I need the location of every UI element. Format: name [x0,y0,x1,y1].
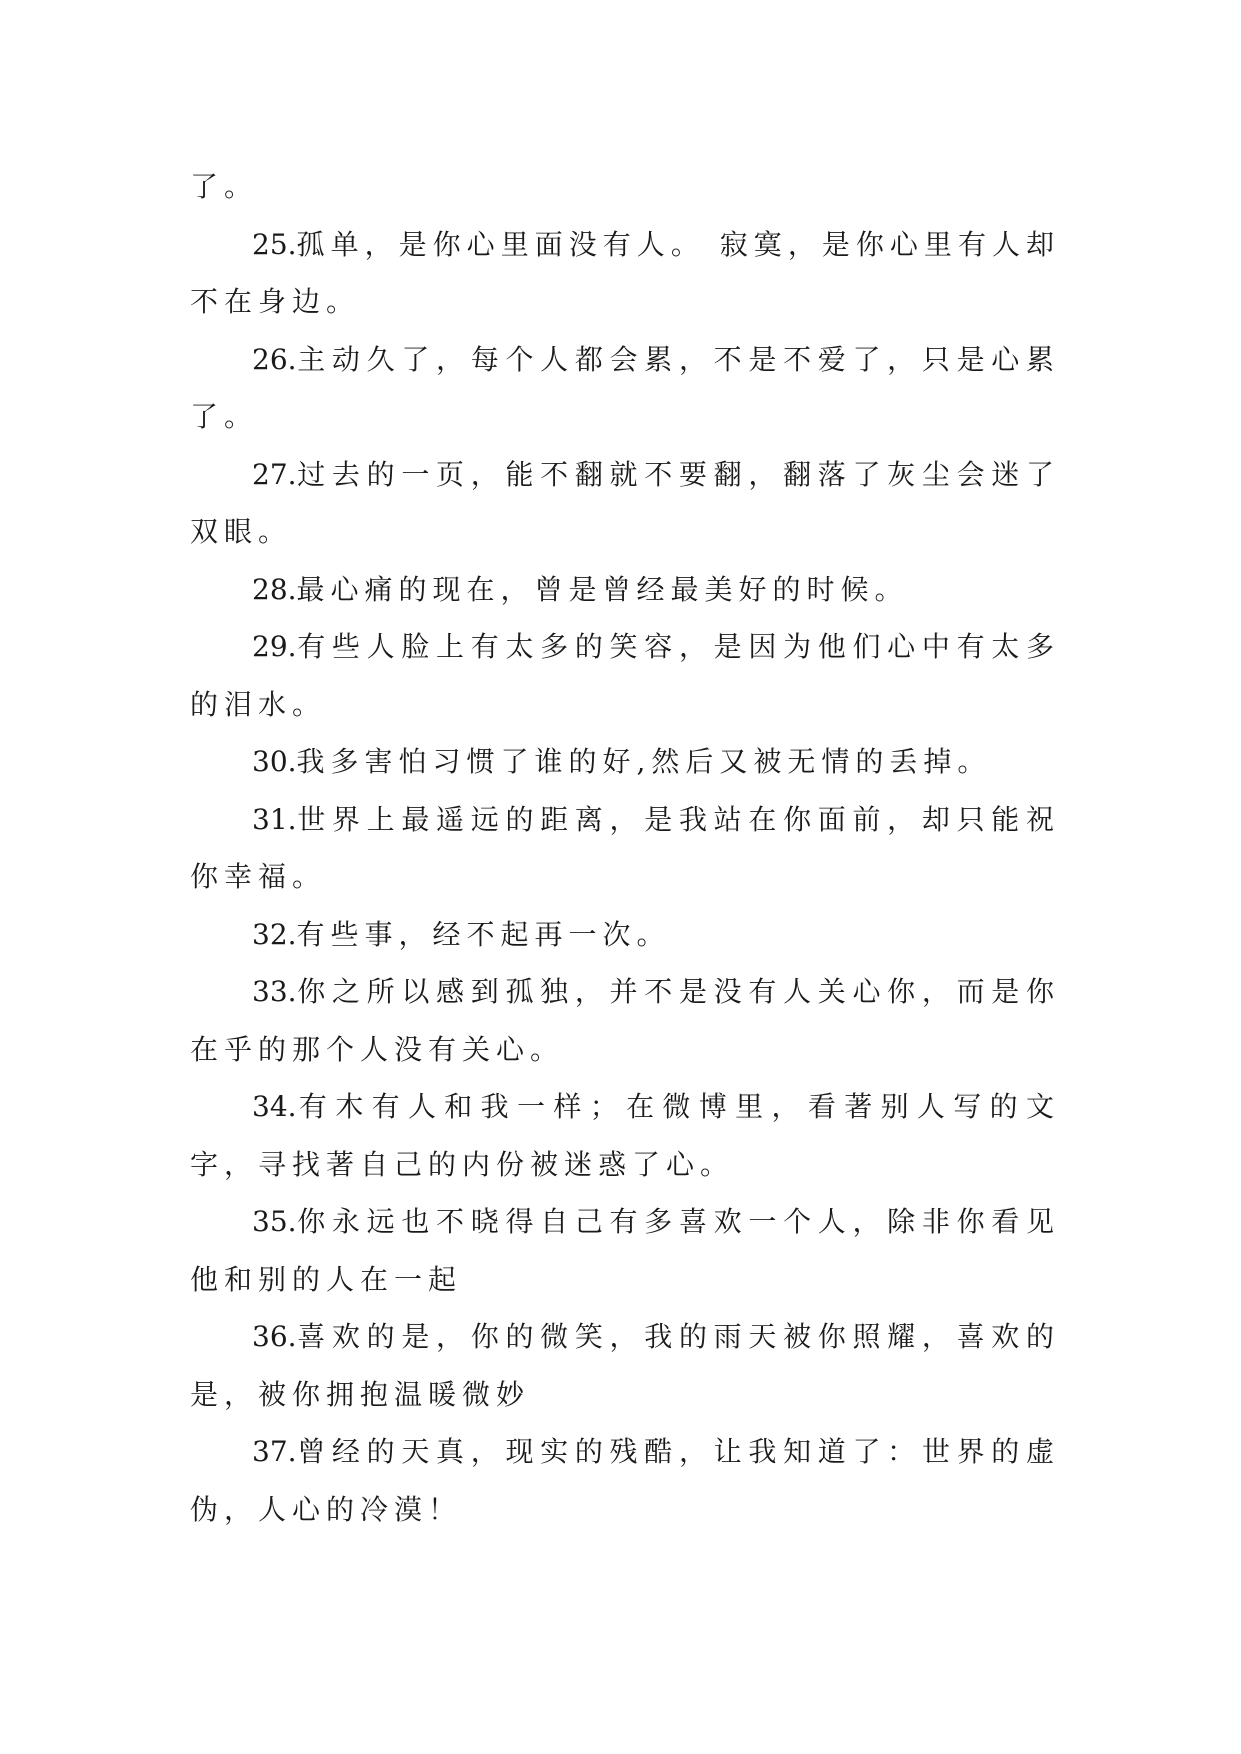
paragraph-number: 30. [252,745,297,778]
paragraph-number: 32. [252,917,297,951]
paragraph-number: 28. [252,572,297,606]
paragraph-number: 36. [252,1320,297,1353]
quote-paragraph-32 [190,906,1060,964]
paragraph-text: 喜欢的是，你的微笑，我的雨天被你照耀，喜欢的是，被你拥抱温暖微妙 [190,1320,1060,1411]
paragraph-number: 33. [252,975,297,1008]
paragraph-text: 主动久了，每个人都会累，不是不爱了，只是心累了。 [190,342,1060,433]
paragraph-number: 25. [252,227,297,261]
quote-paragraph-34 [190,1078,1060,1193]
paragraph-text: 了。 [190,170,259,203]
quote-paragraph-36 [190,1308,1060,1423]
paragraph-text: 最心痛的现在，曾是曾经最美好的时候。 [296,572,909,606]
quote-paragraph-27 [190,446,1060,561]
quote-paragraph-26 [190,331,1060,446]
quote-paragraph-33 [190,963,1060,1078]
paragraph-text: 你永远也不晓得自己有多喜欢一个人，除非你看见他和别的人在一起 [190,1205,1060,1296]
paragraph-number: 29. [252,630,297,663]
quote-paragraph-37 [190,1423,1060,1538]
paragraph-number: 31. [252,802,297,836]
paragraph-text: 过去的一页，能不翻就不要翻，翻落了灰尘会迷了双眼。 [190,457,1060,548]
paragraph-text: 世界上最遥远的距离，是我站在你面前，却只能祝你幸福。 [190,802,1060,893]
paragraph-text: 你之所以感到孤独，并不是没有人关心你，而是你在乎的那个人没有关心。 [190,975,1060,1066]
paragraph-text: 有些事，经不起再一次。 [296,917,671,951]
paragraph-number: 34. [252,1090,297,1123]
document-body [190,158,1060,1538]
paragraph-number: 35. [252,1205,297,1238]
paragraph-continuation [190,158,1060,216]
quote-paragraph-30 [190,733,1060,791]
paragraph-text: 孤单，是你心里面没有人。 寂寞，是你心里有人却不在身边。 [190,227,1060,318]
paragraph-number: 37. [252,1435,297,1468]
paragraph-text: 有些人脸上有太多的笑容，是因为他们心中有太多的泪水。 [190,630,1060,721]
paragraph-number: 27. [252,457,297,491]
quote-paragraph-29 [190,618,1060,733]
paragraph-text: 有木有人和我一样；在微博里，看著别人写的文字，寻找著自己的内份被迷惑了心。 [190,1090,1060,1181]
paragraph-number: 26. [252,342,297,376]
paragraph-text: 我多害怕习惯了谁的好,然后又被无情的丢掉。 [296,745,992,778]
paragraph-text: 曾经的天真，现实的残酷，让我知道了：世界的虚伪，人心的冷漠！ [190,1435,1060,1526]
quote-paragraph-31 [190,791,1060,906]
quote-paragraph-35 [190,1193,1060,1308]
quote-paragraph-25 [190,216,1060,331]
quote-paragraph-28 [190,561,1060,619]
